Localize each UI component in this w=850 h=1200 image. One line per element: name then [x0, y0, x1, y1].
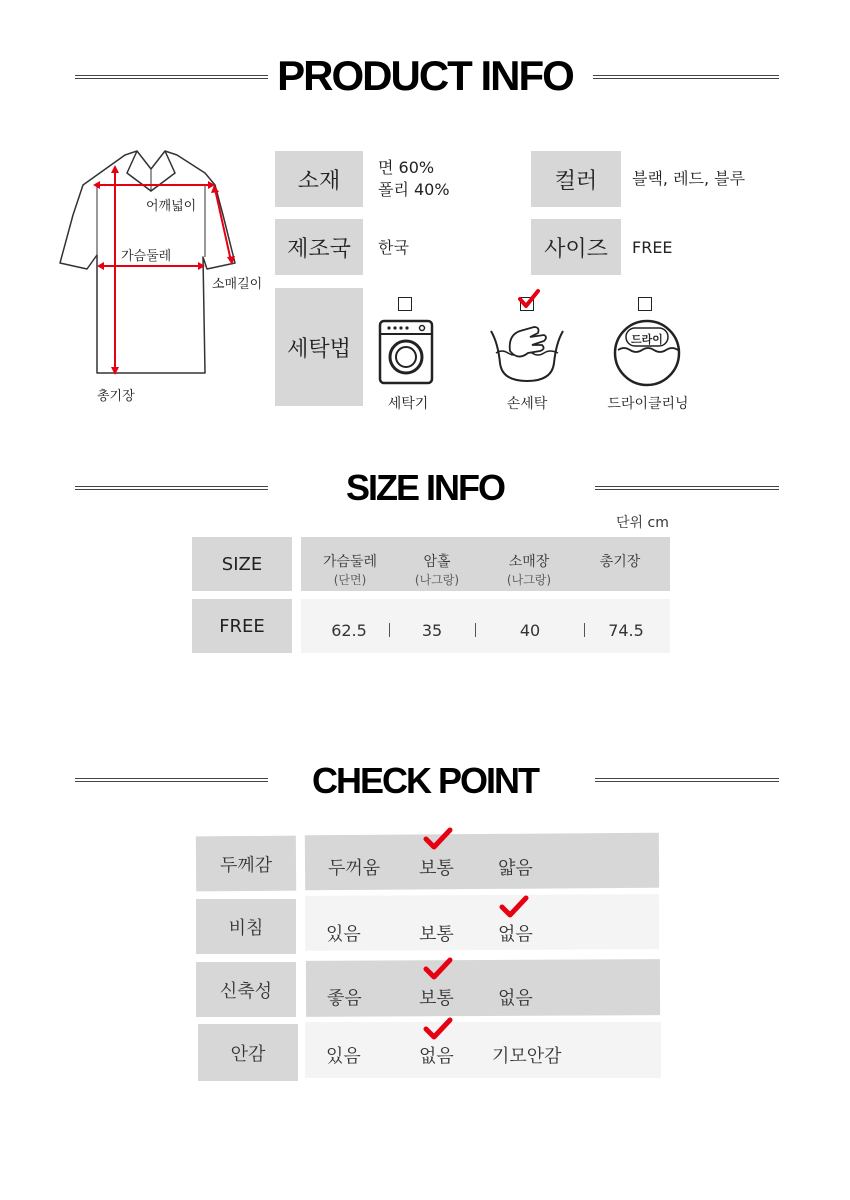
shirt-diagram	[55, 145, 270, 390]
color-value: 블랙, 레드, 블루	[632, 169, 746, 188]
check-option: 보통	[419, 988, 454, 1009]
origin-value: 한국	[378, 238, 409, 257]
size-col-armhole-name: 암홀	[423, 554, 451, 570]
check-option: 얇음	[498, 858, 533, 879]
size-col-chest	[315, 553, 385, 589]
sleeve-length-label: 소매길이	[212, 277, 263, 292]
size-value-armhole: 35	[421, 621, 443, 640]
check-label-sheerness: 비침	[196, 899, 296, 954]
size-name-cell: FREE	[192, 599, 292, 653]
size-rule-right	[595, 486, 779, 490]
size-col-length-name: 총기장	[599, 554, 641, 570]
dry-clean-caption: 드라이클리닝	[607, 396, 689, 412]
check-option: 없음	[498, 988, 533, 1009]
size-col-sleeve	[494, 553, 564, 589]
size-col-length	[585, 553, 655, 571]
checkmark-icon	[517, 288, 541, 310]
title-rule-right	[593, 75, 779, 79]
hand-wash-caption: 손세탁	[506, 396, 548, 412]
material-value-1: 면 60%	[378, 158, 435, 177]
size-col-sleeve-name: 소매장	[508, 554, 550, 570]
check-option: 기모안감	[492, 1046, 562, 1067]
size-value-sleeve: 40	[519, 621, 541, 640]
size-value-chest: 62.5	[331, 621, 367, 640]
check-option: 보통	[419, 858, 454, 879]
size-col-chest-sub: (단면)	[333, 573, 367, 587]
check-label-lining: 안감	[198, 1024, 298, 1081]
dry-clean-checkbox[interactable]	[638, 297, 652, 311]
wash-label: 세탁법	[275, 288, 363, 406]
size-info-title: SIZE INFO	[345, 467, 504, 508]
size-label: 사이즈	[531, 219, 621, 275]
color-label: 컬러	[531, 151, 621, 207]
material-label: 소재	[275, 151, 363, 207]
check-option: 있음	[326, 1046, 361, 1067]
total-length-label: 총기장	[97, 389, 135, 404]
size-separator	[475, 623, 476, 637]
size-header-cell: SIZE	[192, 537, 292, 591]
hand-wash-icon	[488, 323, 566, 385]
size-separator	[389, 623, 390, 637]
wash-machine-caption: 세탁기	[387, 396, 429, 412]
check-label-thickness: 두께감	[196, 836, 296, 892]
size-col-chest-name: 가슴둘레	[322, 554, 378, 570]
dry-clean-badge: 드라이	[631, 333, 663, 346]
washing-machine-icon	[378, 319, 434, 385]
checkmark-icon	[422, 1016, 454, 1042]
check-option: 있음	[326, 924, 361, 945]
size-col-armhole-sub: (나그랑)	[414, 573, 460, 587]
shoulder-width-label: 어깨넓이	[146, 199, 197, 214]
checkmark-icon	[422, 956, 454, 982]
size-col-sleeve-sub: (나그랑)	[506, 573, 552, 587]
check-option: 좋음	[327, 988, 362, 1009]
product-info-title: PRODUCT INFO	[277, 52, 573, 99]
check-option: 없음	[419, 1046, 454, 1067]
size-col-armhole	[402, 553, 472, 589]
wash-machine-checkbox[interactable]	[398, 297, 412, 311]
origin-label: 제조국	[275, 219, 363, 275]
size-value: FREE	[632, 238, 673, 257]
checkmark-icon	[422, 826, 454, 852]
material-value-2: 폴리 40%	[378, 180, 450, 199]
dry-clean-icon	[612, 318, 682, 388]
check-label-stretch: 신축성	[196, 962, 296, 1017]
check-point-title: CHECK POINT	[311, 760, 538, 801]
size-unit: 단위 cm	[616, 515, 669, 531]
check-option: 두꺼움	[328, 858, 381, 879]
size-value-length: 74.5	[608, 621, 644, 640]
check-option: 보통	[419, 924, 454, 945]
chest-label: 가슴둘레	[121, 249, 172, 264]
checkmark-icon	[498, 894, 530, 920]
check-rule-right	[595, 778, 779, 782]
size-separator	[584, 623, 585, 637]
check-option: 없음	[498, 924, 533, 945]
